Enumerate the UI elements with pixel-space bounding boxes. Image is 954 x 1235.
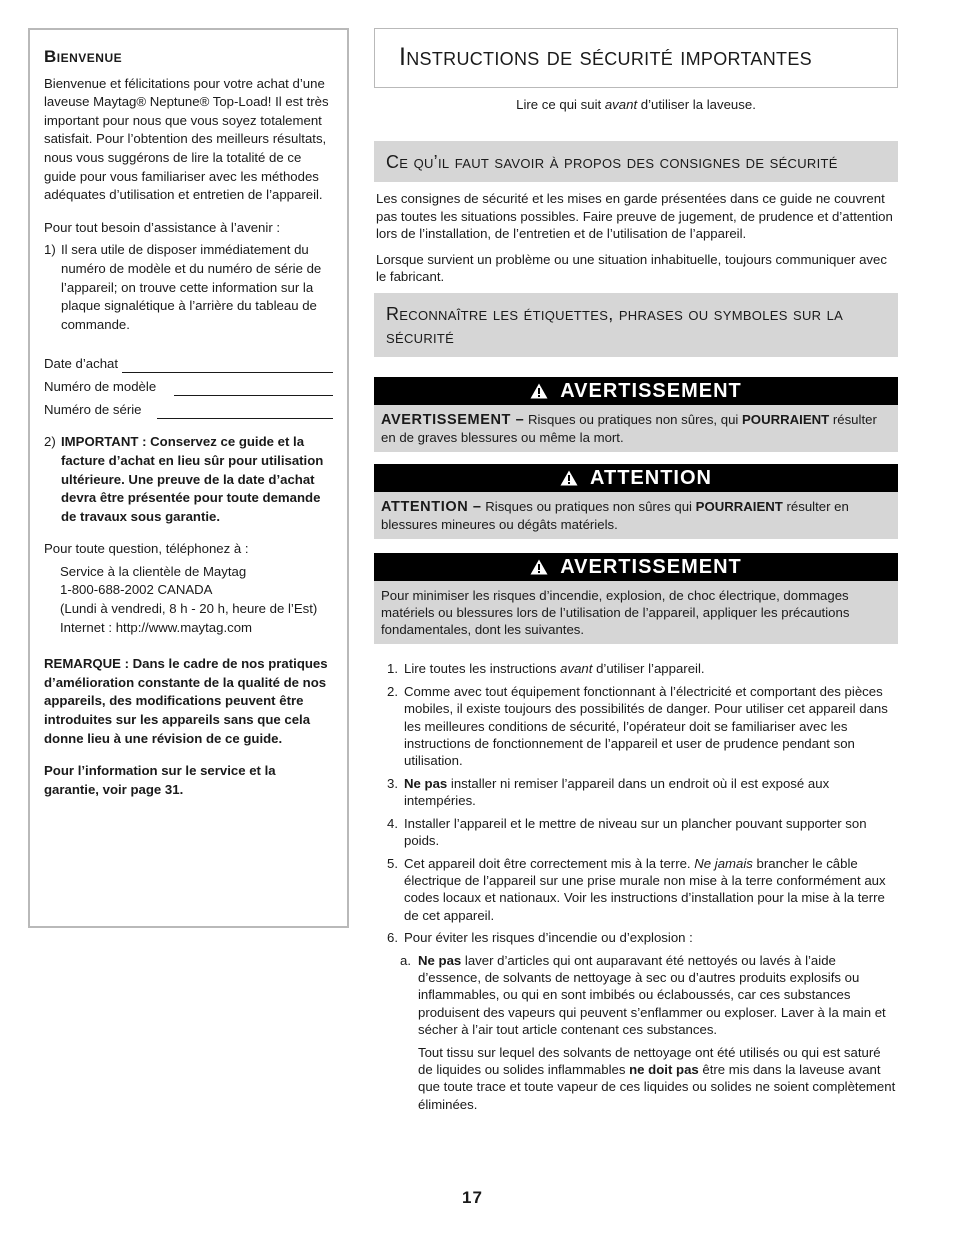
warning-triangle-icon	[560, 470, 578, 486]
warning-bar-label: AVERTISSEMENT	[560, 555, 742, 578]
item-text: Il sera utile de disposer immédiatement du numéro de modèle et du numéro de série de l’appareil; on trouve cette information sur la plaque signalétique à l’arrière du tableau de commande.	[61, 242, 322, 332]
list-item	[374, 929, 898, 946]
item-text	[404, 855, 898, 925]
caution-body	[374, 492, 898, 539]
sub-item-text	[418, 952, 898, 1039]
subtitle-post: d’utiliser la laveuse.	[637, 97, 756, 112]
warning-bar-label: AVERTISSEMENT	[560, 379, 742, 402]
list-item	[374, 660, 898, 677]
item-text: Comme avec tout équipement fonctionnant à l’électricité et comportant des pièces mobiles, il existe toujours des possibilités de danger. Pour utiliser cet appareil dans les meilleures conditions de sécurité, l’opérateur doit se familiariser avec les instructions de fonctionnement de l’appareil et user de prudence pendant son utilisation.	[404, 683, 888, 769]
item-number: 4.	[387, 815, 398, 831]
section-paragraph: Lorsque survient un problème ou une situation inhabituelle, toujours communiquer avec le fabricant.	[376, 251, 887, 285]
item-text-part: brancher le câble électrique de l’appareil sur une prise murale non mise à la terre conformément aux codes locaux et nationaux. Voir les instructions d’installation pour la mise à la terre de cet appareil.	[404, 855, 886, 923]
item-number: 6.	[387, 930, 398, 946]
item-text-part: être mis dans la laveuse avant que toute trace et toute vapeur de ces liquides ou solides ne soient complètement éliminées.	[418, 1061, 896, 1112]
item-text	[404, 775, 898, 810]
caution-bar	[374, 464, 898, 492]
list-item	[44, 433, 333, 526]
sub-item-paragraph	[374, 1044, 898, 1114]
item-text-part: d’utiliser l’appareil.	[592, 661, 705, 677]
welcome-intro: Bienvenue et félicitations pour votre achat d’une laveuse Maytag® Neptune® Top-Load! Il est très important pour nous que vous soyez totalement satisfait. Pour l’obtention des meilleurs résultats, nous vous suggérons de lire la totalité de ce guide pour vous familiariser avec les méthodes adéquates d’utilisation et entretien de l’appareil.	[44, 75, 329, 203]
section-heading: Reconnaître les étiquettes, phrases ou symboles sur la sécurité	[374, 293, 898, 357]
model-number-row	[44, 373, 333, 396]
warning-lead: AVERTISSEMENT –	[381, 412, 525, 429]
item-text	[404, 660, 898, 677]
list-item	[374, 683, 898, 770]
purchase-date-label: Date d’achat	[44, 355, 119, 371]
service-info-text: Pour l’information sur le service et la garantie, voir page 31.	[44, 763, 276, 797]
contact-service: Service à la clientèle de Maytag	[60, 563, 247, 579]
subtitle-pre: Lire ce qui suit	[516, 97, 605, 112]
caution-bar-label: ATTENTION	[590, 466, 712, 489]
safety-list	[374, 660, 898, 946]
item-number: 2.	[387, 683, 398, 699]
list-item	[374, 855, 898, 925]
assist-text: Pour tout besoin d’assistance à l’avenir :	[44, 219, 281, 235]
item-number: 1)	[44, 242, 56, 258]
warning-text: Risques ou pratiques non sûres, qui	[524, 412, 743, 428]
page-subtitle	[374, 96, 898, 113]
item-emphasis: Ne jamais	[694, 855, 753, 871]
sub-list-item	[374, 952, 898, 1039]
item-text-part: laver d’articles qui ont auparavant été nettoyés ou lavés à l’aide d’essence, de solvants de nettoyage à sec ou d’autres produits explosifs ou inflammables, ou qui en sont imbibés ou éclaboussés, car ces substances produisent des vapeurs qui peuvent s’enflammer ou exploser. Laver à la main et sécher à l’air tout article contenant ces substances.	[418, 952, 886, 1038]
important-text: IMPORTANT : Conservez ce guide et la facture d’achat en lieu sûr pour utilisation ultérieure. Une preuve de la date d’achat devra être présentée pour toute demande de travaux sous garantie.	[61, 434, 324, 524]
purchase-date-row	[44, 350, 333, 373]
warning-block	[374, 377, 898, 452]
serial-number-label: Numéro de série	[44, 401, 142, 417]
sub-item-letter: a.	[400, 952, 411, 968]
item-text: Installer l’appareil et le mettre de niveau sur un plancher pouvant supporter son poids.	[404, 815, 867, 849]
item-emphasis: ne doit pas	[629, 1061, 699, 1077]
remarque-text: REMARQUE : Dans le cadre de nos pratiques d’amélioration constante de la qualité de nos appareils, des modifications peuvent être introduites sur les appareils sans que cela donne lieu à une révision de ce guide.	[44, 656, 328, 746]
warning-bar	[374, 377, 898, 405]
caution-lead: ATTENTION –	[381, 499, 482, 516]
item-number: 2)	[44, 434, 56, 450]
item-emphasis: avant	[560, 661, 593, 677]
warning-body	[374, 405, 898, 452]
welcome-box	[28, 28, 349, 928]
item-emphasis: Ne pas	[404, 775, 448, 791]
item-text-part: Cet appareil doit être correctement mis à la terre.	[404, 855, 695, 871]
warning-emphasis: POURRAIENT	[742, 412, 830, 428]
warning-text: résulter en de graves blessures ou même la mort.	[381, 412, 877, 446]
safety-column	[374, 28, 898, 1113]
contact-internet: Internet : http://www.maytag.com	[60, 619, 253, 635]
contact-hours: (Lundi à vendredi, 8 h - 20 h, heure de l’Est)	[60, 601, 318, 617]
contact-block	[44, 563, 333, 637]
page-number: 17	[462, 1188, 483, 1207]
item-number: 1.	[387, 661, 398, 677]
item-text-part: Lire toutes les instructions	[404, 661, 561, 677]
item-text: Pour éviter les risques d’incendie ou d’explosion :	[404, 930, 693, 946]
purchase-date-field[interactable]	[122, 358, 333, 373]
subtitle-emphasis: avant	[604, 97, 638, 112]
item-number: 3.	[387, 775, 398, 791]
section-heading: Ce qu’il faut savoir à propos des consignes de sécurité	[374, 141, 898, 182]
caution-block	[374, 464, 898, 539]
item-number: 5.	[387, 855, 398, 871]
record-form	[44, 350, 333, 419]
model-number-field[interactable]	[174, 381, 333, 396]
caution-text: résulter en blessures mineures ou dégâts matériels.	[381, 499, 849, 533]
warning-block	[374, 553, 898, 644]
page-title: Instructions de sécurité importantes	[374, 28, 898, 88]
list-item	[374, 815, 898, 850]
warning-triangle-icon	[530, 383, 548, 399]
warning-body: Pour minimiser les risques d’incendie, explosion, de choc électrique, dommages matériels ou blessures lors de l’utilisation de l’appareil, appliquer les précautions fondamentales, dont les suivantes.	[374, 581, 898, 644]
warning-triangle-icon	[530, 559, 548, 575]
caution-emphasis: POURRAIENT	[695, 499, 783, 515]
serial-number-field[interactable]	[157, 404, 333, 419]
welcome-title: Bienvenue	[44, 47, 123, 66]
item-emphasis: Ne pas	[418, 952, 462, 968]
list-item	[374, 775, 898, 810]
warning-bar	[374, 553, 898, 581]
caution-text: Risques ou pratiques non sûres qui	[481, 499, 696, 515]
serial-number-row	[44, 396, 333, 419]
list-item	[44, 241, 333, 334]
contact-phone: 1-800-688-2002 CANADA	[60, 582, 213, 598]
item-text-part: Tout tissu sur lequel des solvants de nettoyage ont été utilisés ou qui est saturé de liquides ou solides inflammables	[418, 1044, 881, 1077]
item-text-part: installer ni remiser l’appareil dans un endroit où il est exposé aux intempéries.	[404, 775, 830, 809]
section-paragraph: Les consignes de sécurité et les mises en garde présentées dans ce guide ne couvrent pas toutes les situations possibles. Faire preuve de jugement, de prudence et d’attention lors de l’installation, de l’entretien et de l’utilisation de l’appareil.	[376, 191, 893, 242]
model-number-label: Numéro de modèle	[44, 378, 157, 394]
question-text: Pour toute question, téléphonez à :	[44, 541, 249, 557]
